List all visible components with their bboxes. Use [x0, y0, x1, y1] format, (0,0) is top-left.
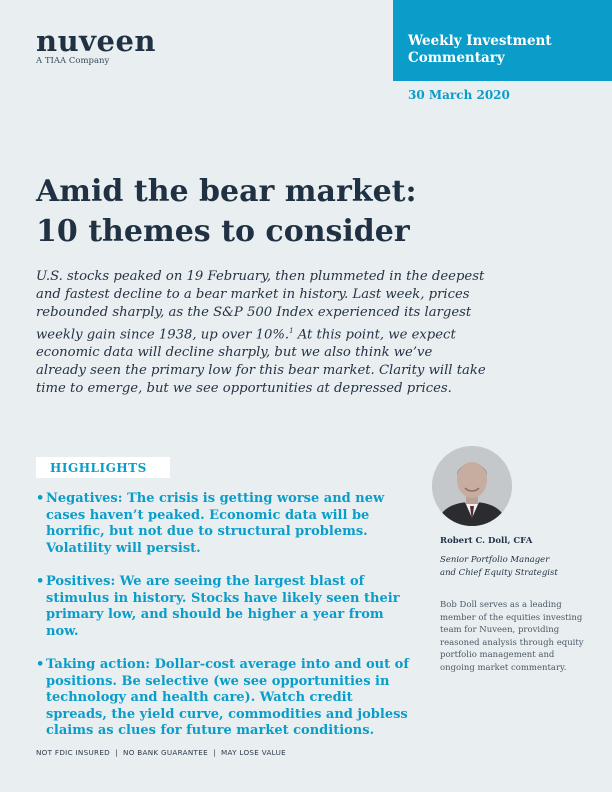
highlight-text: Positives: We are seeing the largest blast of stimulus in history. Stocks have likely seen their primary low, and should be higher a year from now.	[46, 574, 400, 639]
highlight-item-positives	[36, 574, 416, 640]
title-line1: Amid the bear market:	[36, 174, 417, 209]
highlight-text: Negatives: The crisis is getting worse and new cases haven’t peaked. Economic data will be horrific, but not due to structural problems. Volatility will persist.	[46, 491, 385, 556]
author-role-line2: and Chief Equity Strategist	[440, 568, 558, 578]
page-title	[36, 172, 506, 252]
publication-date: 30 March 2020	[408, 88, 510, 102]
publication-tag-line2: Commentary	[408, 50, 505, 66]
author-bio: Bob Doll serves as a leading member of the equities investing team for Nuveen, providing reasoned analysis through equity portfolio management and ongoing market commentary.	[440, 600, 584, 673]
author-avatar	[432, 446, 512, 526]
author-block	[440, 536, 600, 580]
bullet-icon: •	[36, 574, 45, 589]
author-name: Robert C. Doll, CFA	[440, 536, 533, 546]
title-line2: 10 themes to consider	[36, 214, 410, 249]
highlight-item-negatives	[36, 491, 416, 557]
bullet-icon: •	[36, 491, 45, 506]
highlight-text: Taking action: Dollar-cost average into and out of positions. Be selective (we see opportunities in technology and health care). Watch credit spreads, the yield curve, commodities and jobless claims as clues for future market conditions.	[46, 657, 409, 738]
highlight-item-taking-action	[36, 657, 416, 740]
publication-tag-line1: Weekly Investment	[408, 33, 552, 49]
legal-disclaimer: NOT FDIC INSURED | NO BANK GUARANTEE | MAY LOSE VALUE	[36, 748, 287, 757]
author-role-line1: Senior Portfolio Manager	[440, 555, 550, 565]
intro-text-before: U.S. stocks peaked on 19 February, then plummeted in the deepest and fastest decline to a bear market in history. Last week, prices rebounded sharply, as the S&P 500 Index experienced its largest weekly gain since 1938, up over 10%.	[36, 269, 485, 343]
logo-tagline: A TIAA Company	[36, 56, 110, 66]
highlights-list	[36, 491, 416, 757]
bullet-icon: •	[36, 657, 45, 672]
author-portrait-icon	[432, 446, 512, 526]
author-role	[440, 554, 600, 580]
nuveen-logo	[36, 26, 156, 66]
intro-paragraph	[36, 268, 486, 398]
footnote-marker: 1	[289, 327, 294, 335]
publication-tag	[393, 0, 612, 81]
logo-wordmark: nuveen	[36, 24, 157, 58]
intro-text-after: At this point, we expect economic data will decline sharply, but we also think we’ve already seen the primary low for this bear market. Clarity will take time to emerge, but we see opportunities at depressed prices.	[36, 327, 486, 397]
highlights-label: HIGHLIGHTS	[36, 457, 170, 478]
